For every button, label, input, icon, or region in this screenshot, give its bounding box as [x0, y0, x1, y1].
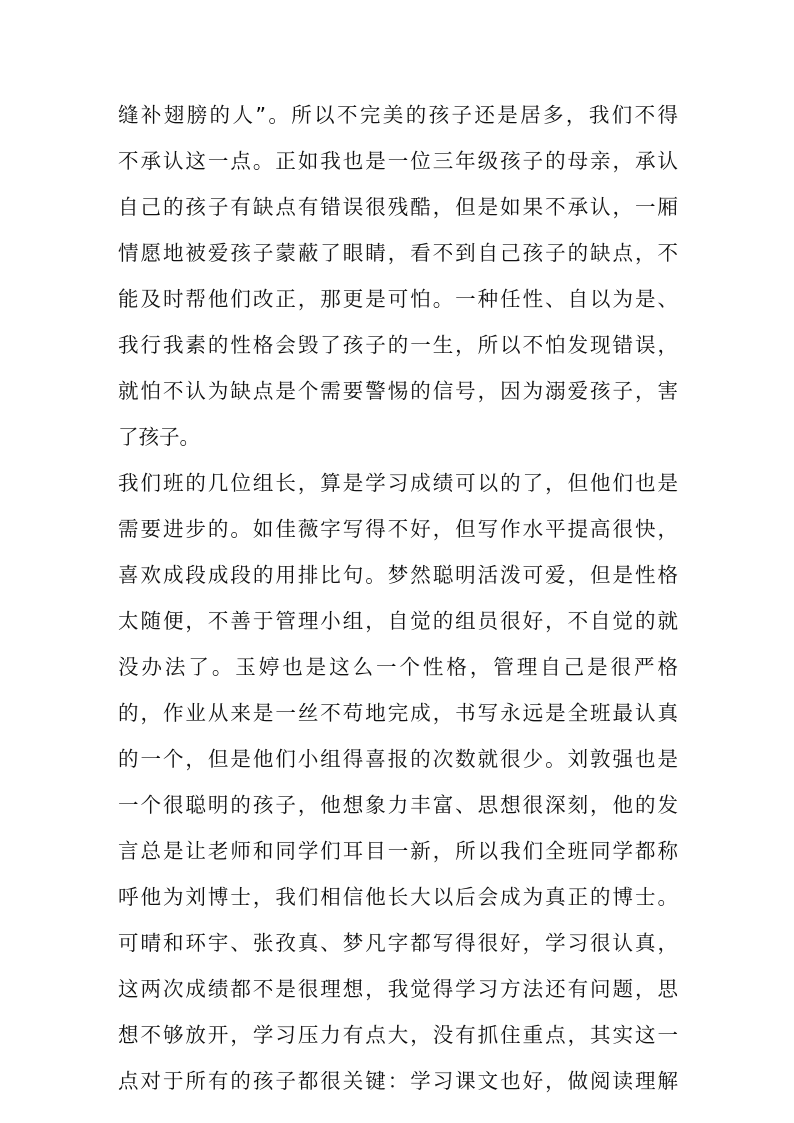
text-line: 了孩子。: [118, 425, 200, 449]
text-line: 的一个，但是他们小组得喜报的次数就很少。刘敦强也是: [118, 747, 678, 771]
text-line: 能及时帮他们改正，那更是可怕。一种任性、自以为是、: [118, 287, 678, 311]
text-line: 自己的孩子有缺点有错误很残酷，但是如果不承认，一厢: [118, 195, 678, 219]
text-line: 想不够放开，学习压力有点大，没有抓住重点，其实这一: [118, 1023, 678, 1047]
body-text: [118, 92, 678, 1104]
text-line: 情愿地被爱孩子蒙蔽了眼睛，看不到自己孩子的缺点，不: [118, 241, 678, 265]
text-line: 言总是让老师和同学们耳目一新，所以我们全班同学都称: [118, 839, 678, 863]
text-line: 这两次成绩都不是很理想，我觉得学习方法还有问题，思: [118, 977, 678, 1001]
text-line: 太随便，不善于管理小组，自觉的组员很好，不自觉的就: [118, 609, 678, 633]
text-line: 需要进步的。如佳薇字写得不好，但写作水平提高很快，: [118, 517, 678, 541]
text-line: 呼他为刘博士，我们相信他长大以后会成为真正的博士。: [118, 885, 678, 909]
text-line: 点对于所有的孩子都很关键：学习课文也好，做阅读理解: [118, 1069, 678, 1093]
text-line: 我行我素的性格会毁了孩子的一生，所以不怕发现错误，: [118, 333, 678, 357]
text-line: 喜欢成段成段的用排比句。梦然聪明活泼可爱，但是性格: [118, 563, 678, 587]
text-line: 一个很聪明的孩子，他想象力丰富、思想很深刻，他的发: [118, 793, 678, 817]
text-line: 我们班的几位组长，算是学习成绩可以的了，但他们也是: [118, 471, 678, 495]
text-line: 就怕不认为缺点是个需要警惕的信号，因为溺爱孩子，害: [118, 379, 678, 403]
text-line: 的，作业从来是一丝不苟地完成，书写永远是全班最认真: [118, 701, 678, 725]
text-line: 没办法了。玉婷也是这么一个性格，管理自己是很严格: [118, 655, 678, 679]
text-line: 不承认这一点。正如我也是一位三年级孩子的母亲，承认: [118, 149, 678, 173]
text-line: 可晴和环宇、张孜真、梦凡字都写得很好，学习很认真，: [118, 931, 678, 955]
text-line: 缝补翅膀的人”。所以不完美的孩子还是居多，我们不得: [118, 103, 678, 127]
